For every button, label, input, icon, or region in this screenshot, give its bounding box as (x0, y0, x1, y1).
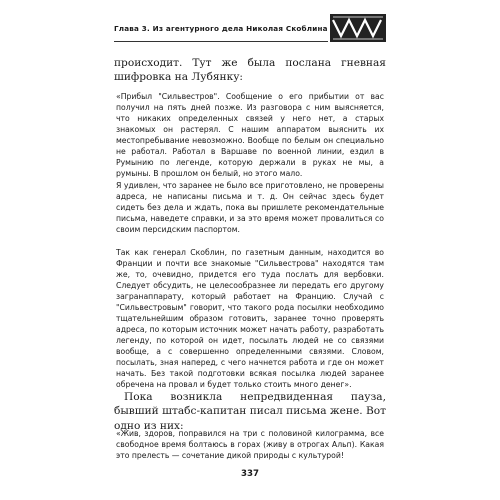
chapter-title: Глава 3. Из агентурного дела Николая Скоблина (114, 24, 328, 33)
running-header (114, 14, 386, 42)
zigzag-ornament-icon (330, 14, 386, 42)
header-rule (114, 41, 328, 42)
body-paragraph: происходит. Тут же была послана гневная шифровка на Лубянку: (114, 57, 386, 84)
quoted-paragraph: Я удивлен, что заранее не было все приготовлено, не проверены адреса, не написаны письма и т. д. Он сейчас здесь будет сидеть без дела и ждать, пока вы пришлете рекомендательные письма, наведете справки, и за это время может провалиться со своим персидским паспортом. (116, 181, 384, 234)
body-paragraph: Пока возникла непредвиденная пауза, бывший штабс-капитан писал письма жене. Вот одно из них: (114, 391, 387, 432)
quoted-paragraph: «Жив, здоров, поправился на три с половиной килограмма, все свободное время болтаюсь в горах (живу в отрогах Альп). Какая это прелесть — сочетание дикой природы с культурой! (116, 429, 384, 460)
quoted-paragraph: «Прибыл "Сильвестров". Сообщение о его прибытии от вас получил на пять дней позже. Из разговора с ним выясняется, что никаких определенных связей у него нет, а старых знакомых он растерял. С нашим аппаратом выяснить их местопребывание невозможно. Вообще по белым он специально не работал. Работал в Варшаве по военной линии, ездил в Румынию по легенде, которую держали в руках не мы, а румыны. В прошлом он белый, но этого мало. (116, 92, 384, 178)
page-number: 337 (241, 469, 259, 479)
quoted-paragraph: Так как генерал Скоблин, по газетным данным, находится во Франции и почти все знакомые "Сильвестрова" находятся там же, то, очевидно, придется его туда послать для вербовки. Следует обсудить, не целесообразнее ли передать его другому загранаппарату, который работает на Францию. Случай с "Сильвестровым" говорит, что такого рода посылки необходимо тщательнейшим образом готовить, заранее точно проверять адреса, по которым источник может начать работу, разработать легенду, по которой он идет, посылать людей не со связями вообще, а с совершенно определенными связями. Словом, посылать, зная наперед, с чего начнется работа и где он может начать. Без такой подготовки всякая посылка людей заранее обречена на провал и будет только стоить много денег». (116, 248, 384, 389)
